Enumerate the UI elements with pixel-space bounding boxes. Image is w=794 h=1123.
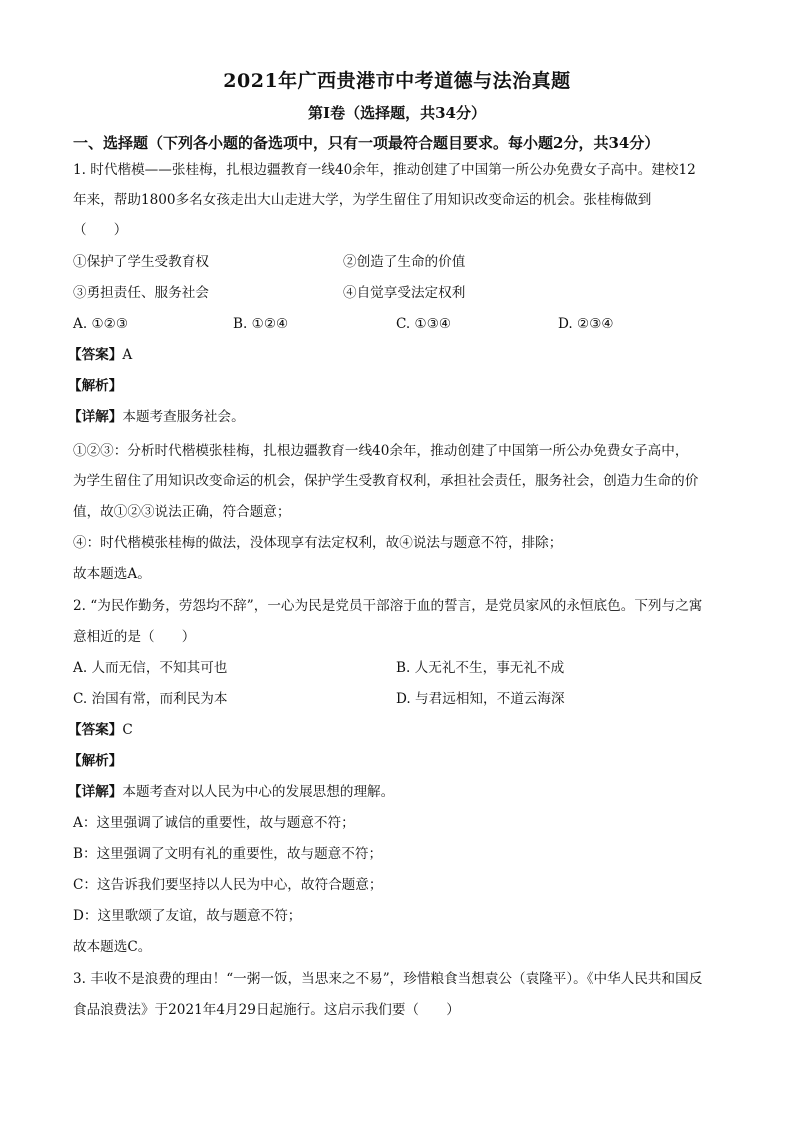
q1-explanation-3: 值，故①②③说法正确，符合题意； — [73, 504, 291, 520]
q1-option-d: D. ②③④ — [558, 316, 614, 332]
q3-line-1: 3. 丰收不是浪费的理由！“一粥一饭，当思来之不易”，珍惜粮食当想袁公（袁隆平）。《中华人民共和国反 — [73, 971, 703, 987]
q2-option-d: D. 与君远相知，不道云海深 — [396, 691, 565, 707]
q1-explanation-4: ④：时代楷模张桂梅的做法，没体现享有法定权利，故④说法与题意不符，排除； — [73, 535, 563, 551]
q1-answer — [68, 345, 132, 365]
q2-conclusion: 故本题选C。 — [73, 939, 152, 955]
q2-explanation-d: D：这里歌颂了友谊，故与题意不符； — [73, 908, 302, 924]
q1-detail — [68, 407, 245, 427]
q2-line-2: 意相近的是（ ） — [73, 629, 196, 645]
q1-statement-1: ①保护了学生受教育权 — [73, 254, 209, 270]
q2-explanation-b: B：这里强调了文明有礼的重要性，故与题意不符； — [73, 846, 383, 862]
section-heading: 一、选择题（下列各小题的备选项中，只有一项最符合题目要求。每小题2分，共34分） — [73, 134, 660, 152]
q1-analysis-tag: 【解析】 — [68, 378, 123, 394]
q2-answer — [68, 720, 133, 740]
q1-line-1: 1. 时代楷模——张桂梅，扎根边疆教育一线40余年，推动创建了中国第一所公办免费女子高中。建校12 — [73, 162, 696, 178]
q2-option-c: C. 治国有常，而利民为本 — [73, 691, 228, 707]
q1-option-c: C. ①③④ — [396, 316, 452, 332]
q2-analysis-tag: 【解析】 — [68, 753, 123, 769]
q1-conclusion: 故本题选A。 — [73, 566, 151, 582]
document-subtitle: 第Ⅰ卷（选择题，共34分） — [308, 104, 486, 122]
answer-value: C — [122, 722, 133, 738]
detail-text: 本题考查服务社会。 — [122, 409, 245, 425]
q1-explanation-1: ①②③：分析时代楷模张桂梅，扎根边疆教育一线40余年，推动创建了中国第一所公办免费女子高中， — [73, 443, 689, 459]
detail-text: 本题考查对以人民为中心的发展思想的理解。 — [122, 784, 395, 800]
q1-statement-3: ③勇担责任、服务社会 — [73, 285, 209, 301]
q2-option-a: A. 人而无信，不知其可也 — [73, 660, 228, 676]
q2-option-b: B. 人无礼不生，事无礼不成 — [396, 660, 565, 676]
q2-explanation-a: A：这里强调了诚信的重要性，故与题意不符； — [73, 815, 355, 831]
q1-option-a: A. ①②③ — [73, 316, 129, 332]
q2-line-1: 2. “为民作勤务，劳怨均不辞”，一心为民是党员干部溶于血的誓言，是党员家风的永恒底色。下列与之寓 — [73, 598, 703, 614]
answer-tag: 【答案】 — [68, 722, 123, 738]
answer-tag: 【答案】 — [68, 347, 123, 363]
answer-value: A — [122, 347, 133, 363]
q1-explanation-2: 为学生留住了用知识改变命运的机会，保护学生受教育权利，承担社会责任，服务社会，创造力生命的价 — [73, 473, 699, 489]
q3-line-2: 食品浪费法》于2021年4月29日起施行。这启示我们要（ ） — [73, 1002, 460, 1018]
q1-option-b: B. ①②④ — [233, 316, 289, 332]
document-title: 2021年广西贵港市中考道德与法治真题 — [223, 70, 571, 92]
q2-explanation-c: C：这告诉我们要坚持以人民为中心，故符合题意； — [73, 877, 383, 893]
detail-tag: 【详解】 — [68, 784, 123, 800]
detail-tag: 【详解】 — [68, 409, 123, 425]
q1-statement-4: ④自觉享受法定权利 — [343, 285, 466, 301]
q1-line-2: 年来，帮助1800多名女孩走出大山走进大学，为学生留住了用知识改变命运的机会。张桂梅做到 — [73, 192, 652, 208]
q1-statement-2: ②创造了生命的价值 — [343, 254, 466, 270]
q2-detail — [68, 782, 394, 802]
q1-line-3: （ ） — [73, 222, 128, 238]
